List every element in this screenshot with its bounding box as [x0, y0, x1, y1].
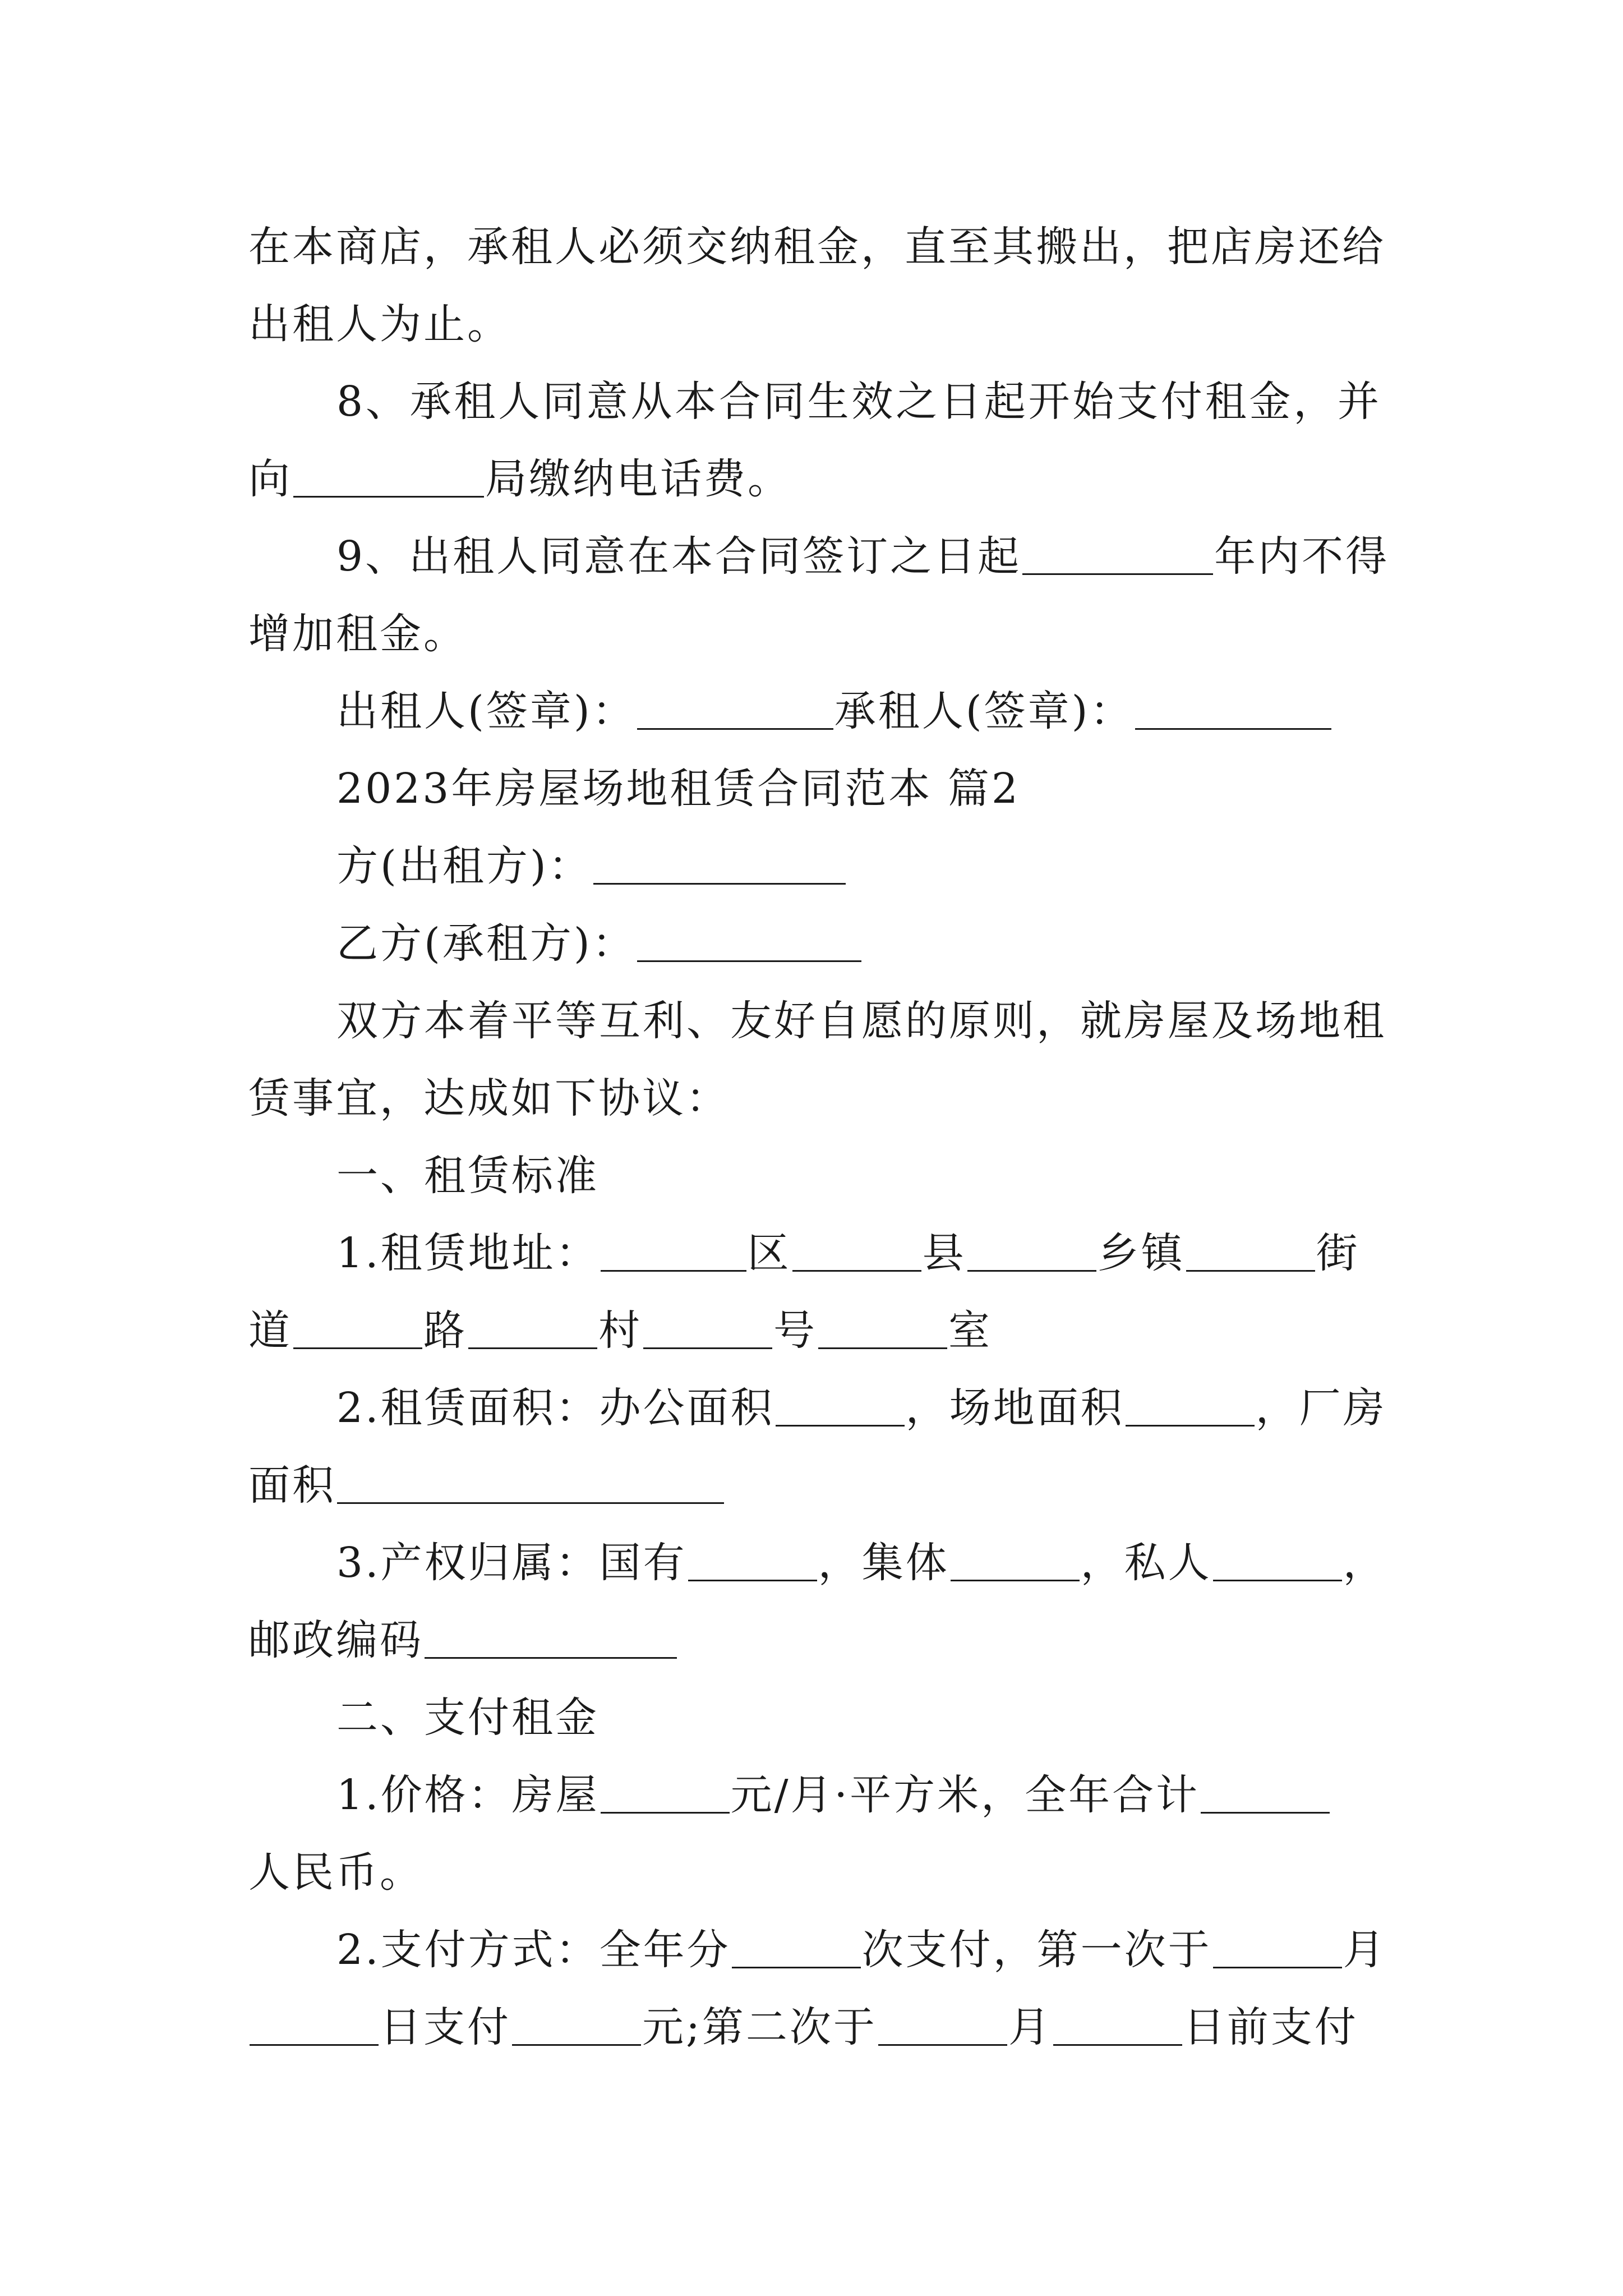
postcode-line: 邮政编码: [248, 1601, 1381, 1680]
text-line: 人民币。: [248, 1848, 423, 1897]
area-line: 面积: [248, 1446, 1381, 1525]
fill-blank[interactable]: [643, 1306, 772, 1349]
text-line: 向 局缴纳电话费。: [248, 455, 791, 503]
fill-blank[interactable]: [1186, 1228, 1315, 1272]
text-line: 在本商店，承租人必须交纳租金，直至其搬出，把店房还给: [248, 223, 1386, 271]
payment-line: 2.支付方式：全年分 次支付，第一次于 月: [336, 1926, 1387, 1974]
fill-blank[interactable]: [967, 1228, 1096, 1272]
fill-blank[interactable]: [293, 1306, 422, 1349]
fill-blank[interactable]: [878, 2003, 1007, 2046]
party-b-line: 乙方(承租方)：: [336, 904, 1381, 983]
fill-blank[interactable]: [792, 1228, 921, 1272]
fill-blank[interactable]: [818, 1306, 947, 1349]
fill-blank[interactable]: [512, 2003, 641, 2046]
fill-blank[interactable]: [1053, 2003, 1182, 2046]
fill-blank[interactable]: [776, 1383, 905, 1427]
heading-2: 二、支付租金: [336, 1694, 599, 1742]
party-a-blank[interactable]: [593, 841, 846, 885]
fill-blank[interactable]: [425, 1616, 677, 1659]
ownership-line: 3.产权归属：国有 ，集体 ，私人 ，: [336, 1539, 1387, 1587]
text-line: 赁事宜，达成如下协议：: [248, 1074, 730, 1122]
fill-blank[interactable]: [250, 2003, 379, 2046]
text-line: 8、承租人同意从本合同生效之日起开始支付租金，并: [336, 378, 1381, 426]
fill-blank[interactable]: [601, 1228, 746, 1272]
fill-blank[interactable]: [1126, 1383, 1255, 1427]
fill-blank[interactable]: [293, 454, 484, 498]
fill-blank[interactable]: [1213, 1538, 1342, 1581]
section-title: 2023年房屋场地租赁合同范本 篇2: [336, 765, 1020, 813]
fill-blank[interactable]: [732, 1925, 861, 1968]
fill-blank[interactable]: [951, 1538, 1080, 1581]
area-line: 2.租赁面积：办公面积 ，场地面积 ，厂房: [336, 1384, 1387, 1432]
text-line: 出租人为止。: [248, 300, 511, 348]
fill-blank[interactable]: [601, 1770, 730, 1814]
address-line: 道 路 村 号 室: [248, 1306, 992, 1355]
fill-blank[interactable]: [468, 1306, 597, 1349]
fill-blank[interactable]: [337, 1461, 724, 1504]
text-line: 增加租金。: [248, 610, 467, 658]
fill-blank[interactable]: [1213, 1925, 1342, 1968]
fill-blank[interactable]: [1022, 532, 1213, 575]
fill-blank[interactable]: [688, 1538, 817, 1581]
fill-blank[interactable]: [1201, 1770, 1330, 1814]
text-line: 双方本着平等互利、友好自愿的原则，就房屋及场地租: [336, 997, 1386, 1045]
lessor-signature-blank[interactable]: [637, 687, 833, 730]
address-line: 1.租赁地址： 区 县 乡镇 街: [336, 1229, 1360, 1277]
price-line: 1.价格：房屋 元/月·平方米，全年合计: [336, 1756, 1381, 1834]
text-line: 9、出租人同意在本合同签订之日起 年内不得: [336, 532, 1390, 581]
payment-line: 日支付 元;第二次于 月 日前支付: [248, 1988, 1381, 2067]
heading-1: 一、租赁标准: [336, 1152, 599, 1200]
party-a-line: 方(出租方)：: [336, 827, 1381, 905]
lessee-signature-blank[interactable]: [1135, 687, 1331, 730]
party-b-blank[interactable]: [637, 919, 861, 962]
signature-line: 出租人(签章)： 承租人(签章)：: [336, 672, 1381, 751]
